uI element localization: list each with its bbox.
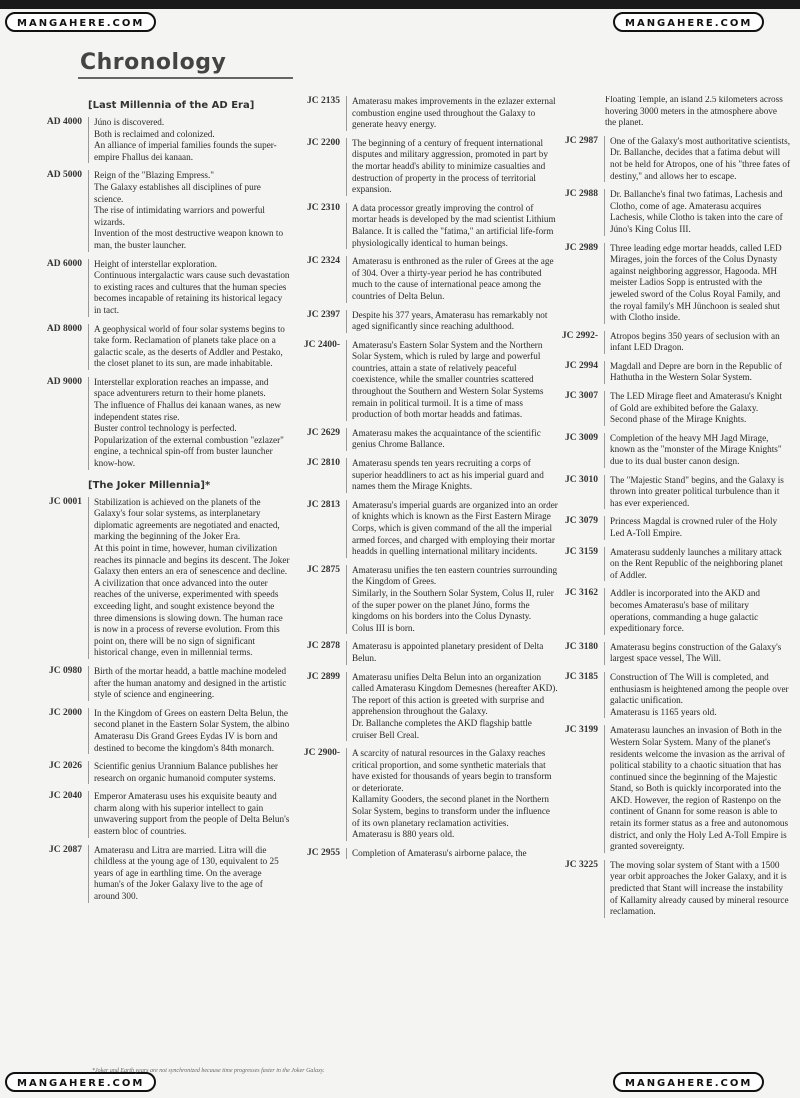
column-3 (556, 96, 800, 925)
entry-date: JC 3180 (565, 641, 598, 652)
timeline-entry (0, 117, 296, 163)
timeline-entry (0, 708, 296, 754)
entry-date: JC 3225 (565, 859, 598, 870)
continued-text: Floating Temple, an island 2.5 kilometers across hovering 3000 meters in the atmosphere above the planet. (605, 96, 783, 128)
timeline-entry (556, 243, 800, 324)
entry-date: AD 6000 (46, 258, 82, 269)
timeline-entry (298, 340, 558, 421)
timeline-entry (298, 500, 558, 558)
entry-date: JC 2994 (565, 360, 598, 371)
watermark-bottom-right: MANGAHERE.COM (613, 1072, 764, 1092)
entry-date: JC 2000 (49, 707, 82, 718)
entry-date: JC 2987 (565, 135, 598, 146)
timeline-entry (556, 475, 800, 510)
entry-text: Scientific genius Urannium Balance publishes her research on organic humanoid computer systems. (88, 761, 290, 784)
timeline-entry (298, 428, 558, 451)
top-strip (0, 0, 800, 9)
entry-text: Amaterasu unifies the ten eastern countries surrounding the Kingdom of Grees. Similarly, in the Southern Solar System, Colus II, ruler of the super power on the planet Júno, forms the kingdoms on his borders into the Colus Dynasty. Colus III is born. (346, 565, 558, 635)
entry-text: Amaterasu is appointed planetary president of Delta Belun. (346, 641, 558, 664)
entry-date: JC 0001 (49, 496, 82, 507)
timeline-entry (298, 256, 558, 302)
watermark-bottom-left: MANGAHERE.COM (5, 1072, 156, 1092)
entry-date: AD 8000 (46, 323, 82, 334)
timeline-entry (556, 361, 800, 384)
entry-text: Three leading edge mortar headds, called LED Mirages, join the forces of the Colus Dynasty against neighboring aggressor, Hagooda. MH meister Ladios Sopp is entrusted with the jeweled sword of the Colus Royal Family, and the royal family's MH Jünchoon is sealed shut with Clotho inside. (604, 243, 800, 324)
entry-text: Height of interstellar exploration. Continuous intergalactic wars cause such devastation to existing races and cultures that the human species becomes incapable of retaining its historical legacy in tact. (88, 259, 290, 317)
entry-text: A geophysical world of four solar systems begins to take form. Reclamation of planets take place on a galactic scale, as the deserts of Addler and Pestako, the closet planet to its sun, are made inhabitable. (88, 324, 290, 370)
entry-text: Amaterasu begins construction of the Galaxy's largest space vessel, The Will. (604, 642, 800, 665)
timeline-entry (298, 565, 558, 635)
timeline-entry (298, 203, 558, 249)
entry-date: JC 3199 (565, 725, 598, 736)
entry-date: JC 3079 (565, 516, 598, 527)
column-3-entries (556, 136, 800, 918)
entry-date: JC 2026 (49, 761, 82, 772)
timeline-entry (556, 433, 800, 468)
entry-text: Amaterasu's Eastern Solar System and the Northern Solar System, which is ruled by large and powerful countries, attain a state of relatively peaceful coexistence, while the smaller countries scattered throughout the Southern and Western Solar Systems remain in political turmoil. It is a time of mass production of both mortar headds and fatimas. (346, 340, 558, 421)
entry-date: JC 0980 (49, 665, 82, 676)
entry-text: Amaterasu and Litra are married. Litra will die childless at the young age of 130, equivalent to 25 years of age in earthling time. On the average human's of the Joker Galaxy live to the age of around 300. (88, 845, 290, 903)
entry-text: The beginning of a century of frequent international disputes and military aggression, promoted in part by the mortar headd's ability to minimize casualties and destruction of property in the process of territorial expansion. (346, 138, 558, 196)
entry-text: Stabilization is achieved on the planets of the Galaxy's four solar systems, as interplanetary diplomatic agreements are negotiated and enacted, marking the beginning of the Joker Era. At this point in time, however, human civilization reaches its pinnacle and begins its descent. The Joker Galaxy then enters an era of senescence and decline. A civilization that once advanced into the outer reaches of the universe, experimented with speeds exceeding light, and sought existence beyond the three dimensions is slowing down. The human race is now in a process of reverse evolution. From this point on, there will be no sign of significant historical change, even in millennial terms. (88, 497, 290, 659)
entry-date: JC 2899 (307, 671, 340, 682)
entry-text: Amaterasu makes the acquaintance of the scientific genius Chrome Ballance. (346, 428, 558, 451)
entry-date: JC 2955 (307, 847, 340, 858)
timeline-entry (0, 845, 296, 903)
timeline-entry (298, 748, 558, 841)
entry-date: JC 2400- (303, 339, 340, 350)
ad-entries (0, 117, 296, 470)
entry-date: JC 2040 (49, 791, 82, 802)
entry-date: JC 2629 (307, 427, 340, 438)
entry-date: JC 2989 (565, 242, 598, 253)
entry-text: A scarcity of natural resources in the Galaxy reaches critical proportion, and some synthetic materials that have existed for thousands of years begin to transform or deteriorate. Kallamity Gooders, the second planet in the Northern Solar System, begins to transform under the influence of its own planetary reclamation activities. Amaterasu is 880 years old. (346, 748, 558, 841)
entry-date: JC 2988 (565, 189, 598, 200)
entry-text: Addler is incorporated into the AKD and becomes Amaterasu's base of military operations, commanding a huge galactic expeditionary force. (604, 588, 800, 634)
page-title: Chronology (80, 50, 227, 75)
entry-text: Amaterasu suddenly launches a military attack on the Rent Republic of the neighboring planet of Addler. (604, 547, 800, 582)
entry-text: The moving solar system of Stant with a 1500 year orbit approaches the Joker Galaxy, and it is predicted that Stant will increase the instability of Kallamity already caused by mineral resource reclamation. (604, 860, 800, 918)
title-underline (78, 77, 293, 79)
timeline-entry (0, 666, 296, 701)
watermark-top-left: MANGAHERE.COM (5, 12, 156, 32)
entry-text: Amaterasu's imperial guards are organized into an order of knights which is known as the First Eastern Mirage Corps, which is given command of the all the imperial armed forces, and charged with employing their mortar headds in quelling international military incidents. (346, 500, 558, 558)
entry-text: Amaterasu makes improvements in the ezlazer external combustion engine used throughout the Galaxy to generate heavy energy. (346, 96, 558, 131)
timeline-entry (556, 136, 800, 182)
entry-text: Júno is discovered. Both is reclaimed and colonized. An alliance of imperial families founds the super-empire Fhallus dei kanaan. (88, 117, 290, 163)
entry-text: Interstellar exploration reaches an impasse, and space adventurers return to their home planets. The influence of Fhallus dei kanaan wanes, as new independent states rise. Buster control technology is perfected. Popularization of the external combustion "ezlazer" engine, a technical spin-off from buster launcher know-how. (88, 377, 290, 470)
timeline-entry (298, 458, 558, 493)
entry-date: JC 2324 (307, 256, 340, 267)
entry-date: JC 3010 (565, 474, 598, 485)
entry-text: Amaterasu spends ten years recruiting a corps of superior headdliners to act as his imperial guard and names them the Mirage Knights. (346, 458, 558, 493)
entry-text: A data processor greatly improving the control of mortar heads is developed by the mad scientist Lithium Balance. It is called the "fatima," an artificial life-form physiologically identical to human beings. (346, 203, 558, 249)
footnote: *Joker and Earth years are not synchronized because time progresses faster in the Joker Galaxy. (92, 1068, 325, 1074)
entry-text: Construction of The Will is completed, and enthusiasm is heightened among the people over galactic unification. Amaterasu is 1165 years old. (604, 672, 800, 718)
entry-text: Dr. Ballanche's final two fatimas, Lachesis and Clotho, come of age. Amaterasu acquires Lachesis, while Clotho is taken into the care of Júno's King Colus III. (604, 189, 800, 235)
entry-date: AD 5000 (46, 170, 82, 181)
jc-entries (0, 497, 296, 903)
timeline-entry (0, 259, 296, 317)
entry-date: JC 2200 (307, 137, 340, 148)
entry-date: JC 3185 (565, 671, 598, 682)
entry-date: JC 3159 (565, 546, 598, 557)
entry-date: AD 9000 (46, 376, 82, 387)
entry-text: One of the Galaxy's most authoritative scientists, Dr. Ballanche, decides that a fatima debut will not be held for Atropos, one of his "three fates of destiny," and allows her to escape. (604, 136, 800, 182)
entry-text: Amaterasu is enthroned as the ruler of Grees at the age of 304. Over a thirty-year period he has contributed much to the cause of international peace among the countries of Delta Belun. (346, 256, 558, 302)
entry-date: JC 2813 (307, 499, 340, 510)
timeline-entry (556, 672, 800, 718)
timeline-entry (0, 324, 296, 370)
entry-date: JC 2875 (307, 564, 340, 575)
entry-text: The "Majestic Stand" begins, and the Galaxy is thrown into greater political turbulence than it has ever experienced. (604, 475, 800, 510)
entry-text: Emperor Amaterasu uses his exquisite beauty and charm along with his superior intellect to gain unwavering support from the people of Delta Belun's eastern bloc of countries. (88, 791, 290, 837)
column-2 (298, 96, 558, 866)
entry-text: Princess Magdal is crowned ruler of the Holy Led A-Toll Empire. (604, 516, 800, 539)
entry-date: JC 2310 (307, 202, 340, 213)
timeline-entry (0, 170, 296, 251)
timeline-entry (298, 641, 558, 664)
entry-text: Despite his 377 years, Amaterasu has remarkably not aged significantly since reaching adulthood. (346, 310, 558, 333)
timeline-entry (0, 761, 296, 784)
timeline-entry (298, 848, 558, 860)
timeline-entry (0, 377, 296, 470)
entry-date: JC 2878 (307, 641, 340, 652)
timeline-entry (0, 791, 296, 837)
entry-date: JC 2087 (49, 844, 82, 855)
entry-text: Amaterasu launches an invasion of Both in the Western Solar System. Many of the planet's residents welcome the invasion as the arrival of political stability to a chaotic situation that has continued since the beginning of the Majestic Stand, so Both is quickly incorporated into the AKD. However, the region of Rastenpo on the continent of Gnann for some reason is able to retain its former status as a free and autonomous district, and only the Holy Led A-Toll Empire is granted sovereignty. (604, 725, 800, 853)
column-1 (0, 96, 296, 910)
timeline-entry (0, 497, 296, 659)
entry-text: In the Kingdom of Grees on eastern Delta Belun, the second planet in the Eastern Solar System, the albino Amaterasu Dis Grand Grees Eydas IV is born and destined to become the kingdom's 84th monarch. (88, 708, 290, 754)
entry-date: JC 2992- (561, 330, 598, 341)
entry-date: JC 2397 (307, 309, 340, 320)
timeline-entry (556, 547, 800, 582)
entry-text: Atropos begins 350 years of seclusion with an infant LED Dragon. (604, 331, 800, 354)
era-heading-ad: [Last Millennia of the AD Era] (88, 100, 255, 111)
timeline-entry (556, 331, 800, 354)
timeline-entry (556, 189, 800, 235)
entry-date: JC 3162 (565, 588, 598, 599)
entry-text: Birth of the mortar headd, a battle machine modeled after the human anatomy and designed in the artistic style of science and engineering. (88, 666, 290, 701)
timeline-entry (556, 588, 800, 634)
timeline-entry (298, 138, 558, 196)
entry-date: JC 3007 (565, 391, 598, 402)
timeline-entry (556, 516, 800, 539)
entry-text: Magdall and Depre are born in the Republic of Hathutha in the Western Solar System. (604, 361, 800, 384)
entry-date: AD 4000 (46, 117, 82, 127)
entry-text: Completion of Amaterasu's airborne palace, the (346, 848, 558, 860)
entry-date: JC 2900- (303, 748, 340, 759)
timeline-entry (298, 672, 558, 742)
timeline-entry (298, 96, 558, 131)
timeline-entry (298, 310, 558, 333)
timeline-entry (556, 725, 800, 853)
entry-date: JC 2810 (307, 458, 340, 469)
entry-text: Completion of the heavy MH Jagd Mirage, known as the "monster of the Mirage Knights" due to its dual buster canon design. (604, 433, 800, 468)
timeline-entry (556, 860, 800, 918)
watermark-top-right: MANGAHERE.COM (613, 12, 764, 32)
entry-text: Amaterasu unifies Delta Belun into an organization called Amaterasu Kingdom Demesnes (hereafter AKD). The report of this action is greeted with surprise and apprehension throughout the Galaxy. Dr. Ballanche completes the AKD flagship battle cruiser Bell Creal. (346, 672, 558, 742)
timeline-entry (556, 642, 800, 665)
entry-text: The LED Mirage fleet and Amaterasu's Knight of Gold are exhibited before the Galaxy. Second phase of the Mirage Knights. (604, 391, 800, 426)
entry-date: JC 2135 (307, 96, 340, 106)
entry-text: Reign of the "Blazing Empress." The Galaxy establishes all disciplines of pure science. The rise of intimidating warriors and powerful wizards. Invention of the most destructive weapon known to man, the buster launcher. (88, 170, 290, 251)
entry-date: JC 3009 (565, 432, 598, 443)
era-heading-jc: [The Joker Millennia]* (88, 479, 211, 491)
timeline-entry (556, 391, 800, 426)
column-2-entries (298, 96, 558, 859)
